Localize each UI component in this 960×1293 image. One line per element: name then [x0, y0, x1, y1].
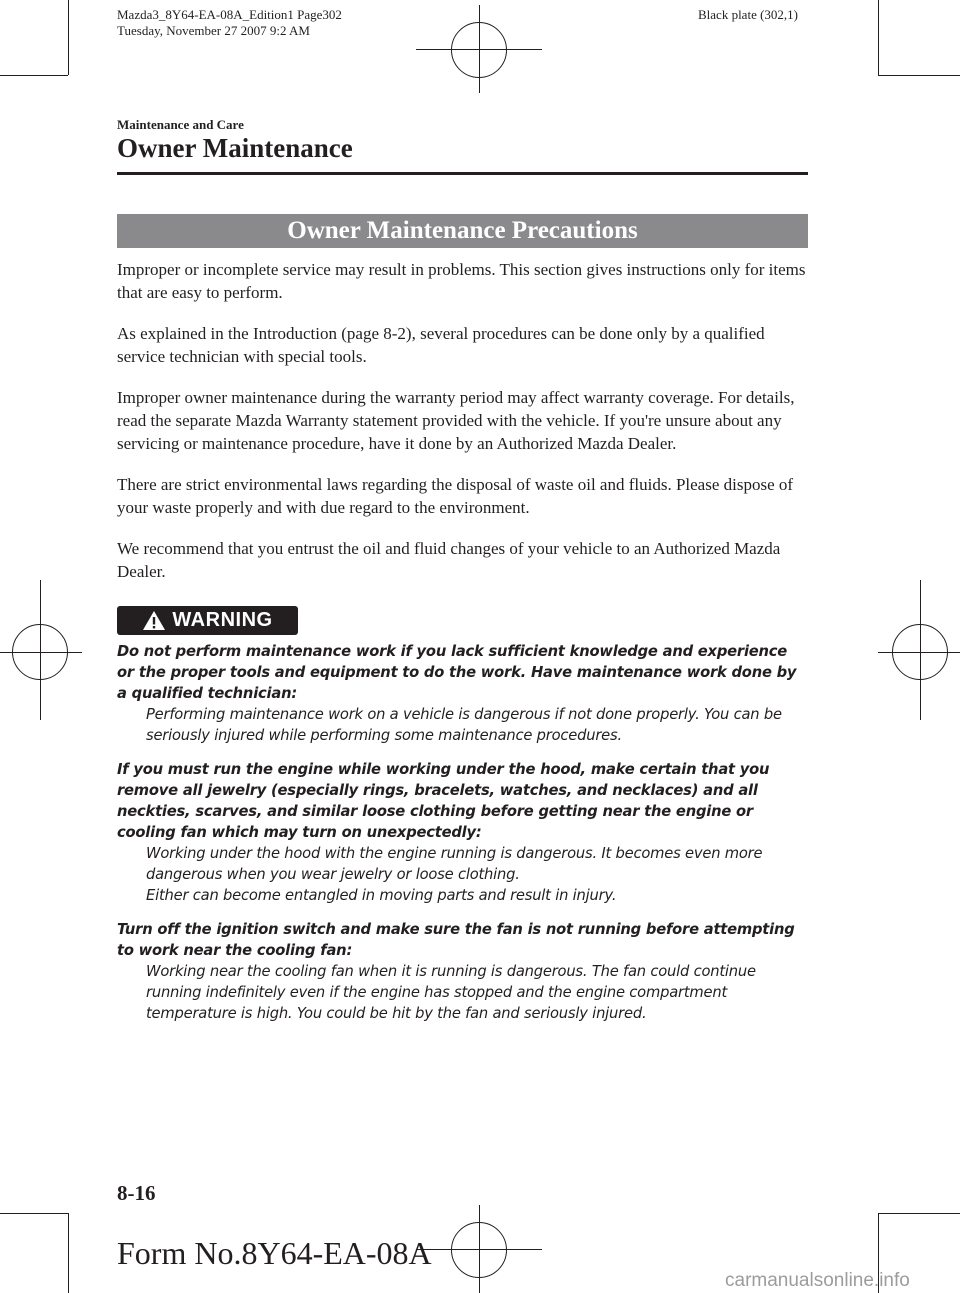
paragraph: As explained in the Introduction (page 8-2), several procedures can be done only by a qualified service technician with special tools. — [117, 324, 765, 366]
paragraph: There are strict environmental laws regarding the disposal of waste oil and fluids. Please dispose of your waste properly and with due regard to the environment. — [117, 475, 794, 517]
warning-item — [117, 641, 808, 746]
paragraph: We recommend that you entrust the oil and fluid changes of your vehicle to an Authorized Mazda Dealer. — [117, 539, 781, 581]
section-banner: Owner Maintenance Precautions — [117, 214, 808, 248]
warning-triangle-icon — [142, 610, 166, 631]
warning-body — [117, 961, 808, 1024]
warning-body-text: Working under the hood with the engine running is dangerous. It becomes even more dangerous when you wear jewelry or loose clothing. — [146, 845, 763, 883]
warning-body-text: Either can become entangled in moving parts and result in injury. — [146, 887, 617, 904]
chapter-title: Owner Maintenance — [117, 133, 353, 163]
paragraph: Improper or incomplete service may result in problems. This section gives instructions only for items that are easy to perform. — [117, 260, 806, 302]
warning-badge — [117, 606, 298, 635]
body-text — [117, 258, 808, 601]
warning-item — [117, 919, 808, 1024]
print-header-line2: Tuesday, November 27 2007 9:2 AM — [117, 23, 310, 38]
warning-heading: If you must run the engine while working under the hood, make certain that you remove all jewelry (especially rings, bracelets, watches, and necklaces) and all neckties, scarves, and similar loose clothing before getting near the engine or cooling fan which may turn on unexpectedly: — [117, 761, 770, 841]
plate-label: Black plate (302,1) — [698, 7, 798, 22]
title-rule — [117, 172, 808, 175]
print-header — [117, 7, 342, 39]
section-label: Maintenance and Care — [117, 117, 244, 132]
print-header-line1: Mazda3_8Y64-EA-08A_Edition1 Page302 — [117, 7, 342, 22]
warning-label: WARNING — [172, 609, 273, 631]
form-number: Form No.8Y64-EA-08A — [117, 1235, 432, 1271]
warning-heading: Turn off the ignition switch and make sure the fan is not running before attempting to work near the cooling fan: — [117, 921, 795, 959]
watermark: carmanualsonline.info — [725, 1270, 910, 1291]
paragraph: Improper owner maintenance during the warranty period may affect warranty coverage. For details, read the separate Mazda Warranty statement provided with the vehicle. If you're unsure about any servicing or maintenance procedure, have it done by an Authorized Mazda Dealer. — [117, 388, 795, 453]
warning-heading: Do not perform maintenance work if you lack sufficient knowledge and experience or the proper tools and equipment to do the work. Have maintenance work done by a qualified technician: — [117, 643, 797, 702]
warning-list — [117, 641, 808, 1037]
warning-body-text: Performing maintenance work on a vehicle is dangerous if not done properly. You can be seriously injured while performing some maintenance procedures. — [146, 706, 782, 744]
warning-body — [117, 843, 808, 906]
warning-body-text: Working near the cooling fan when it is running is dangerous. The fan could continue running indefinitely even if the engine has stopped and the engine compartment temperature is high. You could be hit by the fan and seriously injured. — [146, 963, 756, 1022]
warning-body — [117, 704, 808, 746]
page-number: 8-16 — [117, 1181, 156, 1205]
warning-item — [117, 759, 808, 906]
